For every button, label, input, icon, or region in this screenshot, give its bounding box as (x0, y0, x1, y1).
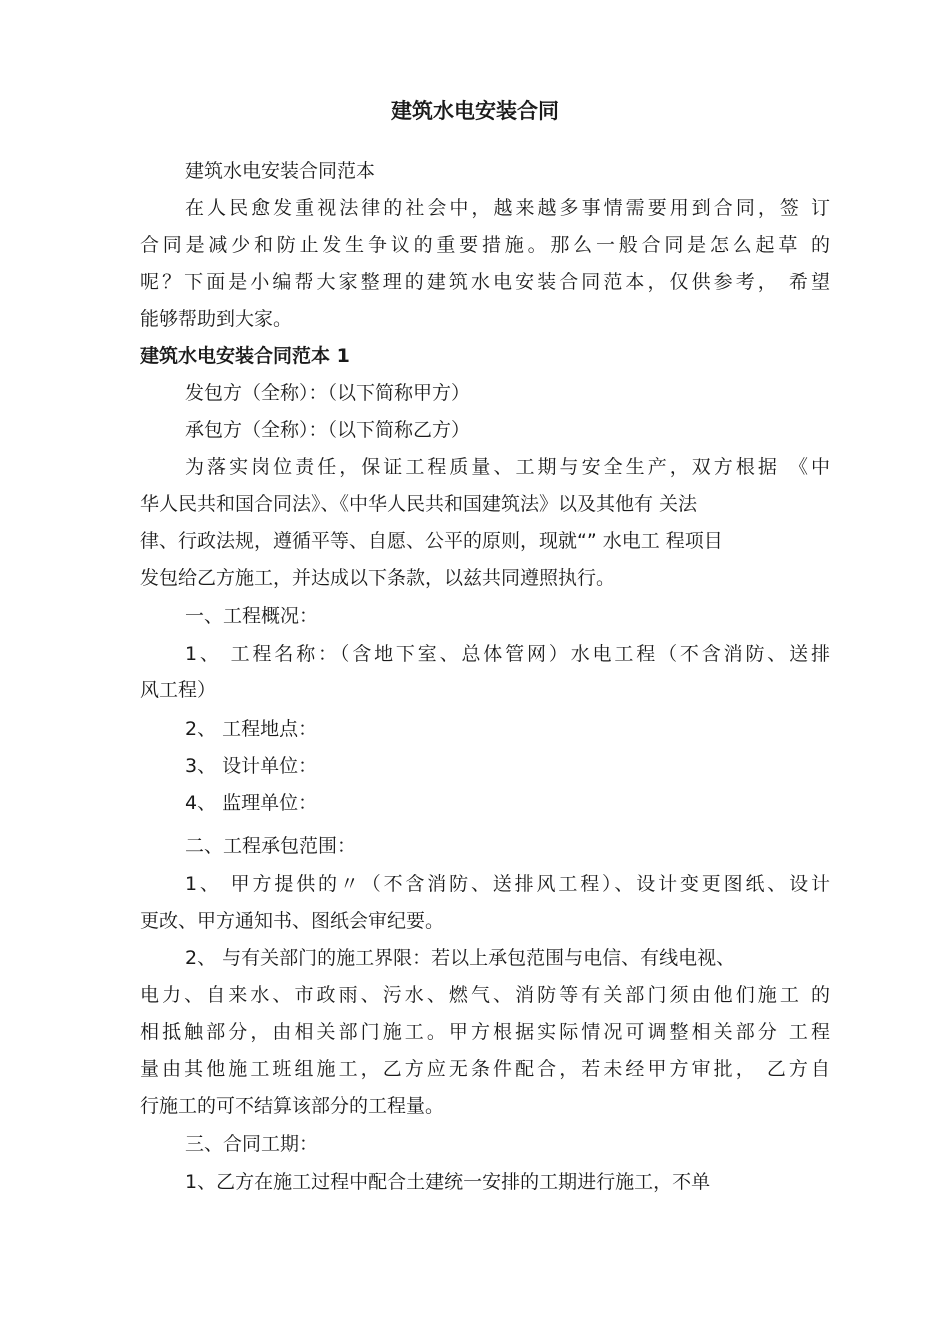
clause-1-3: 3、 设计单位： (185, 755, 318, 777)
clause-1-1-line-2: 风工程） (140, 679, 217, 701)
party-a-line: 发包方（全称）：（以下简称甲方） (185, 382, 471, 404)
clause-2-2-line-4: 量由其他施工班组施工，乙方应无条件配合，若未经甲方审批， 乙方自 (140, 1058, 830, 1080)
clause-2-1-line-1: 1、 甲方提供的〃（不含消防、送排风工程）、设计变更图纸、设计 (185, 873, 830, 895)
clause-2-2-line-1: 2、 与有关部门的施工界限：若以上承包范围与电信、有线电视、 (185, 947, 736, 969)
clause-3-1-line-1: 1、乙方在施工过程中配合土建统一安排的工期进行施工，不单 (185, 1171, 711, 1193)
clause-2-2-line-2: 电力、自来水、市政雨、污水、燃气、消防等有关部门须由他们施工 的 (140, 984, 830, 1006)
clause-1-4: 4、 监理单位： (185, 792, 318, 814)
intro-line-1: 在人民愈发重视法律的社会中，越来越多事情需要用到合同，签 订 (185, 197, 830, 219)
preamble-line-2: 华人民共和国合同法》、《中华人民共和国建筑法》以及其他有 关法 (140, 493, 698, 515)
preamble-line-4: 发包给乙方施工，并达成以下条款，以兹共同遵照执行。 (140, 567, 616, 589)
clause-heading-3: 三、合同工期： (185, 1133, 319, 1155)
clause-heading-1: 一、工程概况： (185, 605, 319, 627)
clause-2-2-line-5: 行施工的可不结算该部分的工程量。 (140, 1095, 445, 1117)
clause-2-2-line-3: 相抵触部分，由相关部门施工。甲方根据实际情况可调整相关部分 工程 (140, 1021, 830, 1043)
clause-1-1-line-1: 1、 工程名称：（含地下室、总体管网）水电工程（不含消防、送排 (185, 643, 830, 665)
intro-line-3: 呢？下面是小编帮大家整理的建筑水电安装合同范本，仅供参考， 希望 (140, 271, 830, 293)
party-b-line: 承包方（全称）：（以下简称乙方） (185, 419, 471, 441)
intro-line-4: 能够帮助到大家。 (140, 308, 293, 330)
clause-heading-2: 二、工程承包范围： (185, 835, 357, 857)
section-heading: 建筑水电安装合同范本 1 (140, 345, 350, 367)
subtitle-line: 建筑水电安装合同范本 (185, 160, 376, 182)
preamble-line-1: 为落实岗位责任，保证工程质量、工期与安全生产，双方根据 《中 (185, 456, 830, 478)
clause-1-2: 2、 工程地点： (185, 718, 318, 740)
intro-line-2: 合同是减少和防止发生争议的重要措施。那么一般合同是怎么起草 的 (140, 234, 830, 256)
document-title: 建筑水电安装合同 (391, 99, 559, 123)
clause-2-1-line-2: 更改、甲方通知书、图纸会审纪要。 (140, 910, 445, 932)
preamble-line-3: 律、行政法规，遵循平等、自愿、公平的原则，现就“” 水电工 程项目 (140, 530, 723, 552)
